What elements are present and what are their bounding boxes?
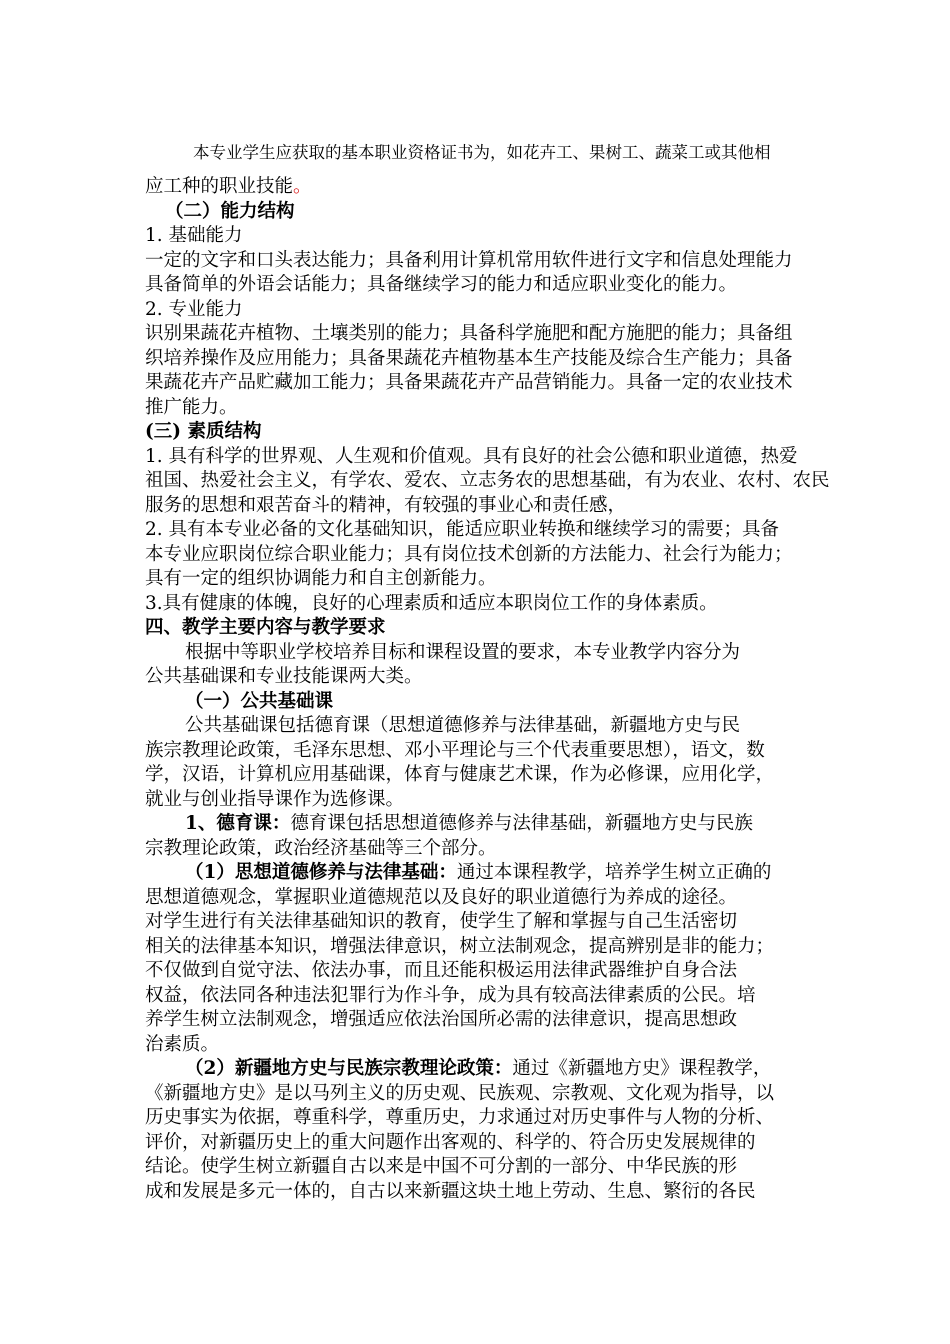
paragraph-line: 公共基础课和专业技能课两大类。	[145, 666, 423, 687]
paragraph-line: 对学生进行有关法律基础知识的教育，使学生了解和掌握与自己生活密切	[145, 911, 738, 932]
paragraph-line: 具备简单的外语会话能力；具备继续学习的能力和适应职业变化的能力。	[145, 274, 738, 295]
paragraph-line: 推广能力。	[145, 397, 238, 418]
section-heading: （二）能力结构	[165, 201, 295, 222]
paragraph-line: 宗教理论政策，政治经济基础等三个部分。	[145, 838, 497, 859]
subsection-heading: 2. 专业能力	[145, 299, 243, 320]
inline-heading: （1）思想道德修养与法律基础：	[185, 862, 457, 883]
paragraph-line	[185, 1057, 771, 1081]
paragraph-line: 具有一定的组织协调能力和自主创新能力。	[145, 568, 497, 589]
paragraph-line: 《新疆地方史》是以马列主义的历史观、民族观、宗教观、文化观为指导，以	[145, 1083, 775, 1104]
text-run: 通过本课程教学，培养学生树立正确的	[456, 862, 772, 883]
paragraph-line: 历史事实为依据，尊重科学，尊重历史，力求通过对历史事件与人物的分析、	[145, 1107, 775, 1128]
paragraph-line	[185, 861, 771, 885]
paragraph-line: 根据中等职业学校培养目标和课程设置的要求，本专业教学内容分为	[185, 642, 741, 663]
red-period: 。	[293, 176, 312, 197]
paragraph-line	[185, 812, 753, 836]
paragraph-line: 评价，对新疆历史上的重大问题作出客观的、科学的、符合历史发展规律的	[145, 1132, 756, 1153]
paragraph-line: 权益，依法同各种违法犯罪行为作斗争，成为具有较高法律素质的公民。培	[145, 985, 756, 1006]
paragraph-line: 本专业应职岗位综合职业能力；具有岗位技术创新的方法能力、社会行为能力；	[145, 544, 793, 565]
paragraph-line: 治素质。	[145, 1034, 220, 1055]
paragraph-line: 3.具有健康的体魄，良好的心理素质和适应本职岗位工作的身体素质。	[145, 593, 718, 614]
paragraph-line: 思想道德观念，掌握职业道德规范以及良好的职业道德行为养成的途径。	[145, 887, 738, 908]
paragraph-line: 就业与创业指导课作为选修课。	[145, 789, 405, 810]
paragraph-line: 织培养操作及应用能力；具备果蔬花卉植物基本生产技能及综合生产能力；具备	[145, 348, 793, 369]
paragraph-line: 不仅做到自觉守法、依法办事，而且还能积极运用法律武器维护自身合法	[145, 960, 738, 981]
text-run: 应工种的职业技能	[145, 176, 294, 197]
paragraph-line	[145, 175, 312, 199]
paragraph-line: 识别果蔬花卉植物、土壤类别的能力；具备科学施肥和配方施肥的能力；具备组	[145, 323, 793, 344]
paragraph-line: 相关的法律基本知识，增强法律意识，树立法制观念，提高辨别是非的能力；	[145, 936, 775, 957]
paragraph-line: 服务的思想和艰苦奋斗的精神，有较强的事业心和责任感，	[145, 495, 627, 516]
text-run: 德育课包括思想道德修养与法律基础，新疆地方史与民族	[290, 813, 753, 834]
paragraph-line: 果蔬花卉产品贮藏加工能力；具备果蔬花卉产品营销能力。具备一定的农业技术	[145, 372, 793, 393]
paragraph-line: 族宗教理论政策，毛泽东思想、邓小平理论与三个代表重要思想），语文，数	[145, 740, 765, 761]
paragraph-line: 公共基础课包括德育课（思想道德修养与法律基础，新疆地方史与民	[185, 715, 741, 736]
section-heading: （一）公共基础课	[185, 691, 334, 712]
inline-heading: （2）新疆地方史与民族宗教理论政策：	[185, 1058, 513, 1079]
inline-heading: 1、德育课：	[185, 813, 291, 834]
paragraph-line: 1. 具有科学的世界观、人生观和价值观。具有良好的社会公德和职业道德，热爱	[145, 446, 798, 467]
paragraph-line: 学，汉语，计算机应用基础课，体育与健康艺术课，作为必修课，应用化学，	[145, 764, 775, 785]
paragraph-line: 本专业学生应获取的基本职业资格证书为，如花卉工、果树工、蔬菜工或其他相	[193, 143, 771, 162]
paragraph-line: 一定的文字和口头表达能力；具备利用计算机常用软件进行文字和信息处理能力	[145, 250, 793, 271]
section-heading: (三) 素质结构	[145, 421, 262, 442]
paragraph-line: 养学生树立法制观念，增强适应依法治国所必需的法律意识，提高思想政	[145, 1009, 738, 1030]
paragraph-line: 结论。使学生树立新疆自古以来是中国不可分割的一部分、中华民族的形	[145, 1156, 738, 1177]
chapter-heading: 四、教学主要内容与教学要求	[145, 617, 386, 638]
paragraph-line: 2. 具有本专业必备的文化基础知识，能适应职业转换和继续学习的需要；具备	[145, 519, 780, 540]
text-run: 通过《新疆地方史》课程教学，	[512, 1058, 772, 1079]
subsection-heading: 1. 基础能力	[145, 225, 243, 246]
paragraph-line: 祖国、热爱社会主义，有学农、爱农、立志务农的思想基础，有为农业、农村、农民	[145, 470, 830, 491]
paragraph-line: 成和发展是多元一体的，自古以来新疆这块土地上劳动、生息、繁衍的各民	[145, 1181, 756, 1202]
